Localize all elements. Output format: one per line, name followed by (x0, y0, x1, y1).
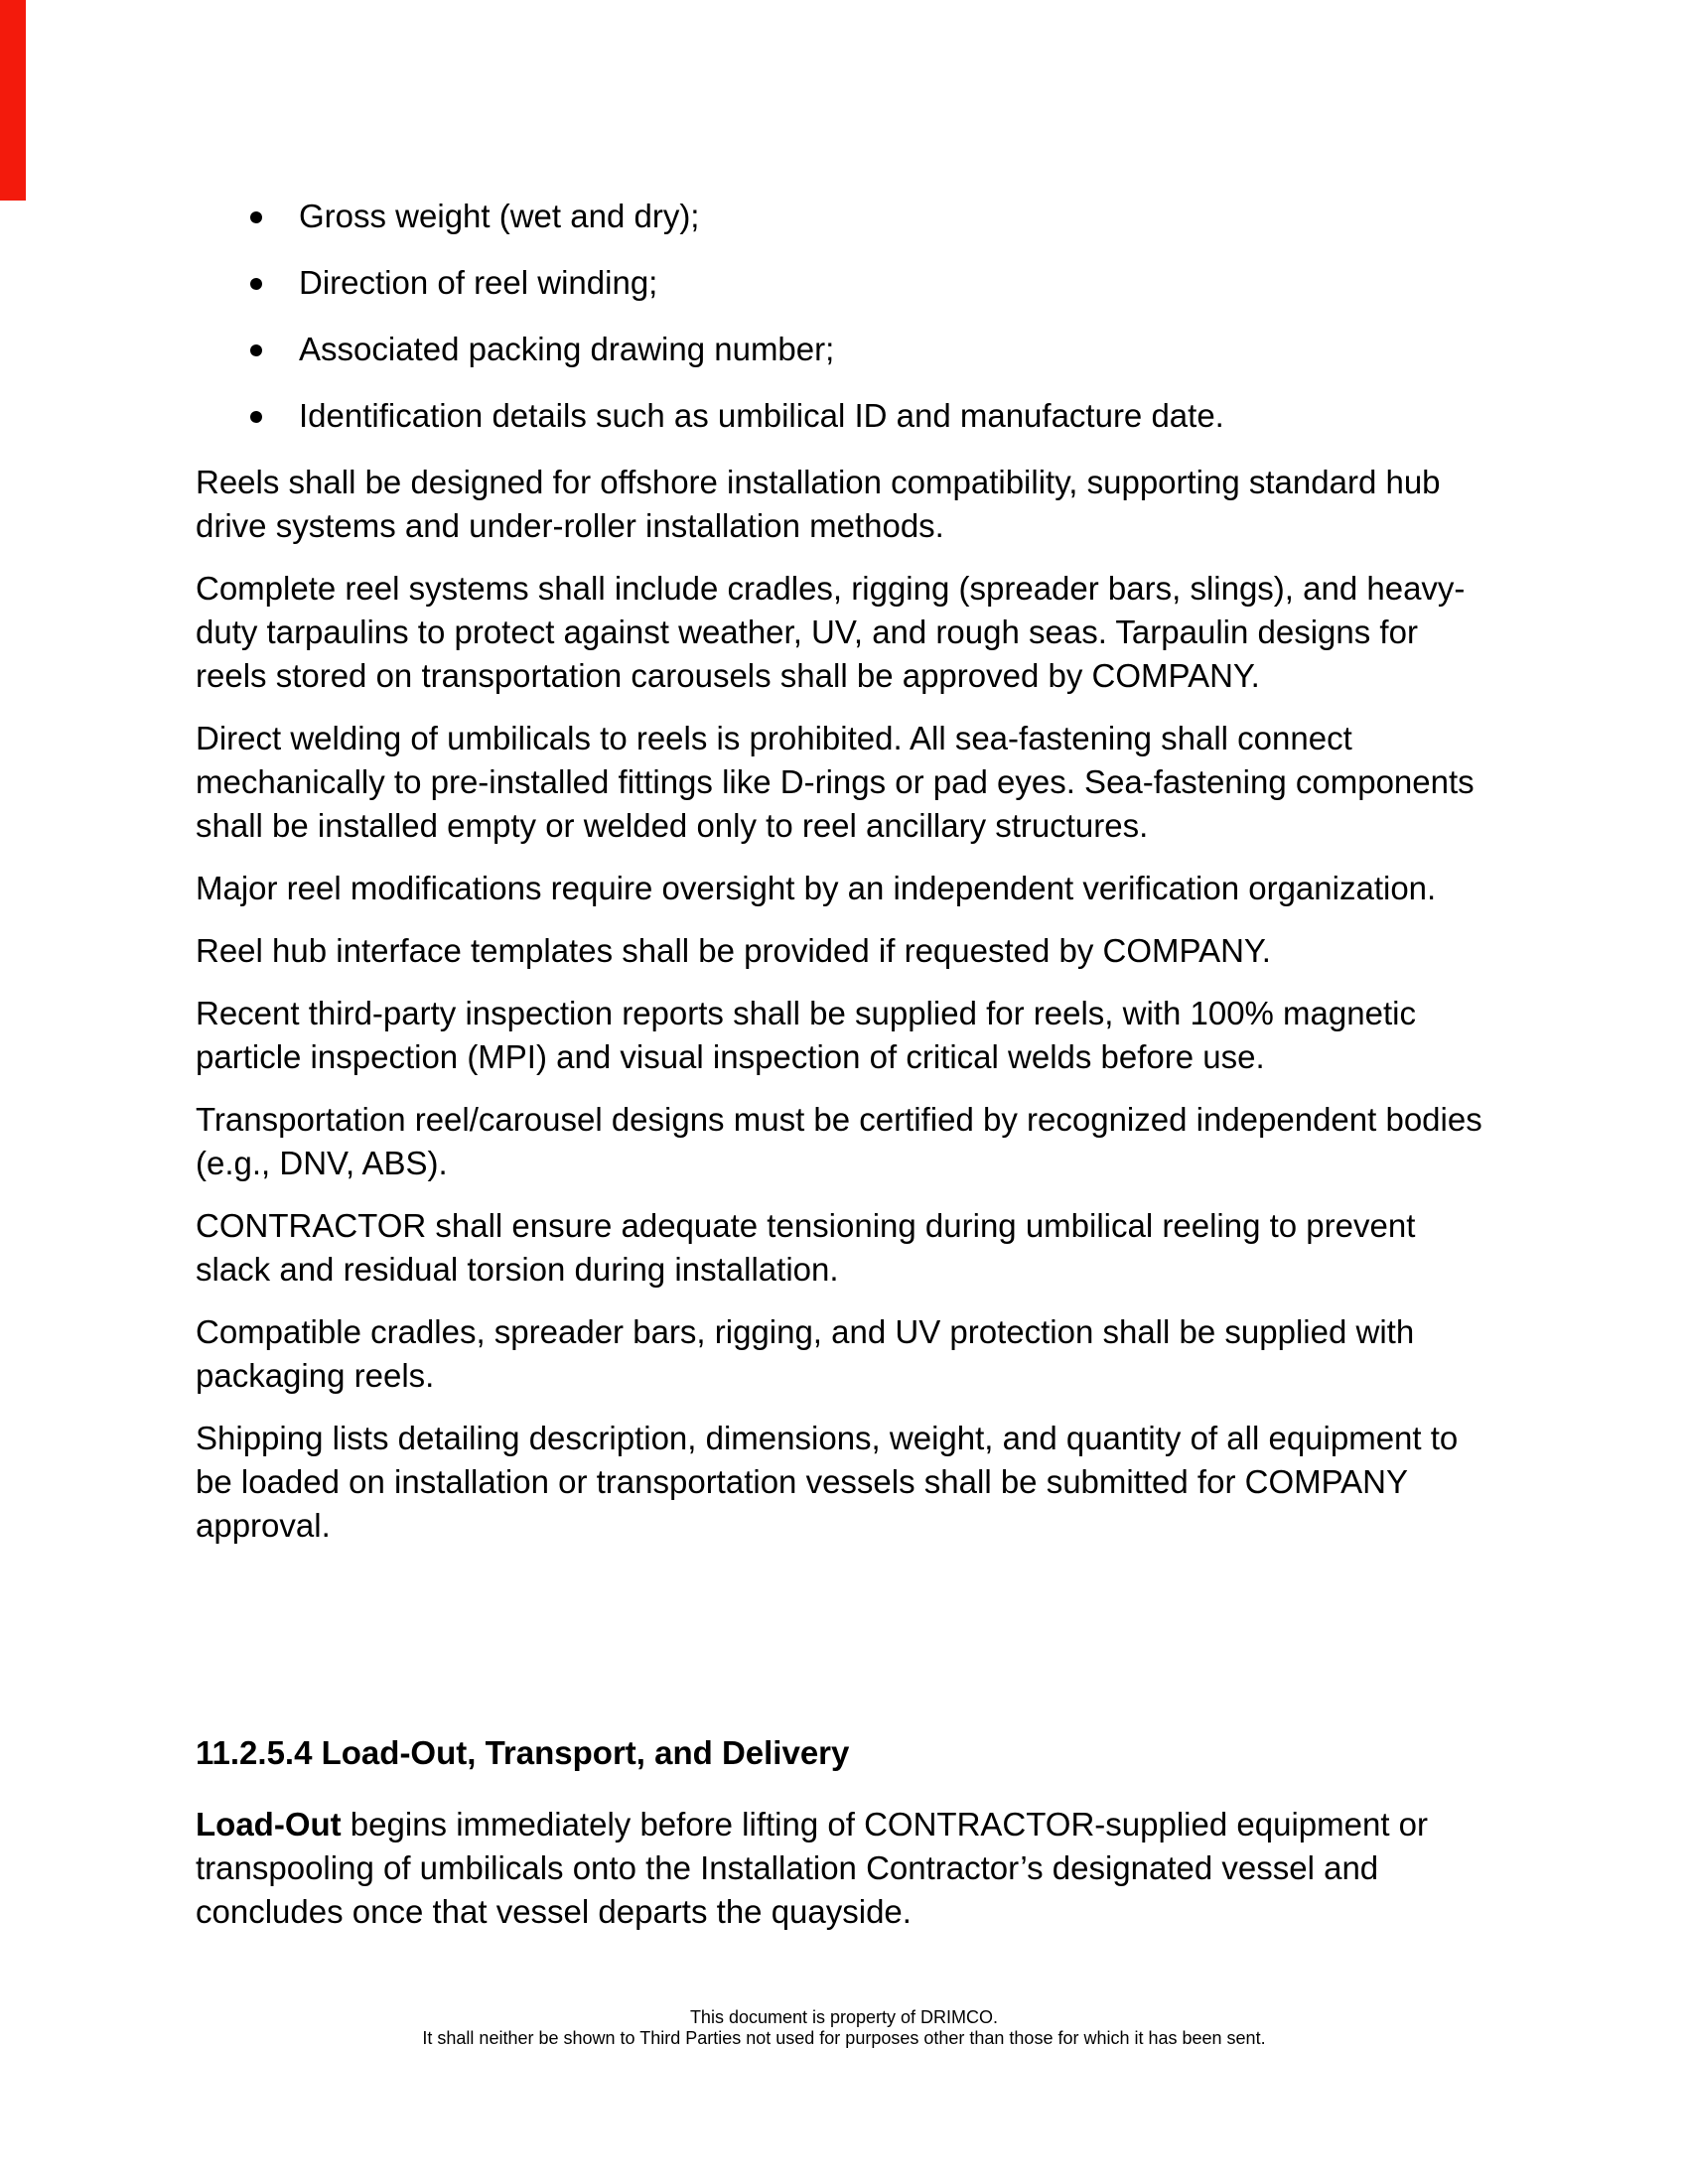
footer-line-1: This document is property of DRIMCO. (689, 2007, 999, 2027)
paragraph: Recent third-party inspection reports shall be supplied for reels, with 100% magnetic particle inspection (MPI) and visual inspection of critical welds before use. (196, 995, 1416, 1075)
paragraph: Compatible cradles, spreader bars, rigging, and UV protection shall be supplied with packaging reels. (196, 1313, 1415, 1394)
page-footer (0, 2007, 1688, 2049)
paragraph: Transportation reel/carousel designs must be certified by recognized independent bodies (e.g., DNV, ABS). (196, 1101, 1482, 1181)
paragraph: Reels shall be designed for offshore installation compatibility, supporting standard hub drive systems and under-roller installation methods. (196, 464, 1441, 544)
paragraph: Direct welding of umbilicals to reels is prohibited. All sea-fastening shall connect mechanically to pre-installed fittings like D-rings or pad eyes. Sea-fastening components shall be installed empty or welded only to reel ancillary structures. (196, 720, 1475, 844)
list-item: Direction of reel winding; (196, 261, 1497, 305)
paragraph: Complete reel systems shall include cradles, rigging (spreader bars, slings), and heavy-duty tarpaulins to protect against weather, UV, and rough seas. Tarpaulin designs for reels stored on transportation carousels shall be approved by COMPANY. (196, 570, 1466, 694)
paragraph: Reel hub interface templates shall be provided if requested by COMPANY. (196, 932, 1271, 969)
paragraph-loadout (196, 1803, 1497, 1934)
red-accent-bar (0, 0, 26, 201)
list-item: Associated packing drawing number; (196, 328, 1497, 371)
list-item: Identification details such as umbilical ID and manufacture date. (196, 394, 1497, 438)
loadout-paragraph-rest: begins immediately before lifting of CONTRACTOR-supplied equipment or transpooling of umbilicals onto the Installation Contractor’s designated vessel and concludes once that vessel departs the quayside. (196, 1806, 1429, 1930)
footer-line-2: It shall neither be shown to Third Parties not used for purposes other than those for which it has been sent. (422, 2028, 1266, 2048)
section-heading: 11.2.5.4 Load-Out, Transport, and Delivery (196, 1734, 850, 1771)
list-item: Gross weight (wet and dry); (196, 195, 1497, 238)
loadout-bold-lead: Load-Out (196, 1806, 342, 1843)
paragraph: CONTRACTOR shall ensure adequate tensioning during umbilical reeling to prevent slack and residual torsion during installation. (196, 1207, 1416, 1288)
paragraph: Shipping lists detailing description, dimensions, weight, and quantity of all equipment to be loaded on installation or transportation vessels shall be submitted for COMPANY approval. (196, 1420, 1459, 1544)
document-body (196, 195, 1497, 1953)
paragraph: Major reel modifications require oversight by an independent verification organization. (196, 870, 1437, 906)
bullet-list (196, 195, 1497, 438)
